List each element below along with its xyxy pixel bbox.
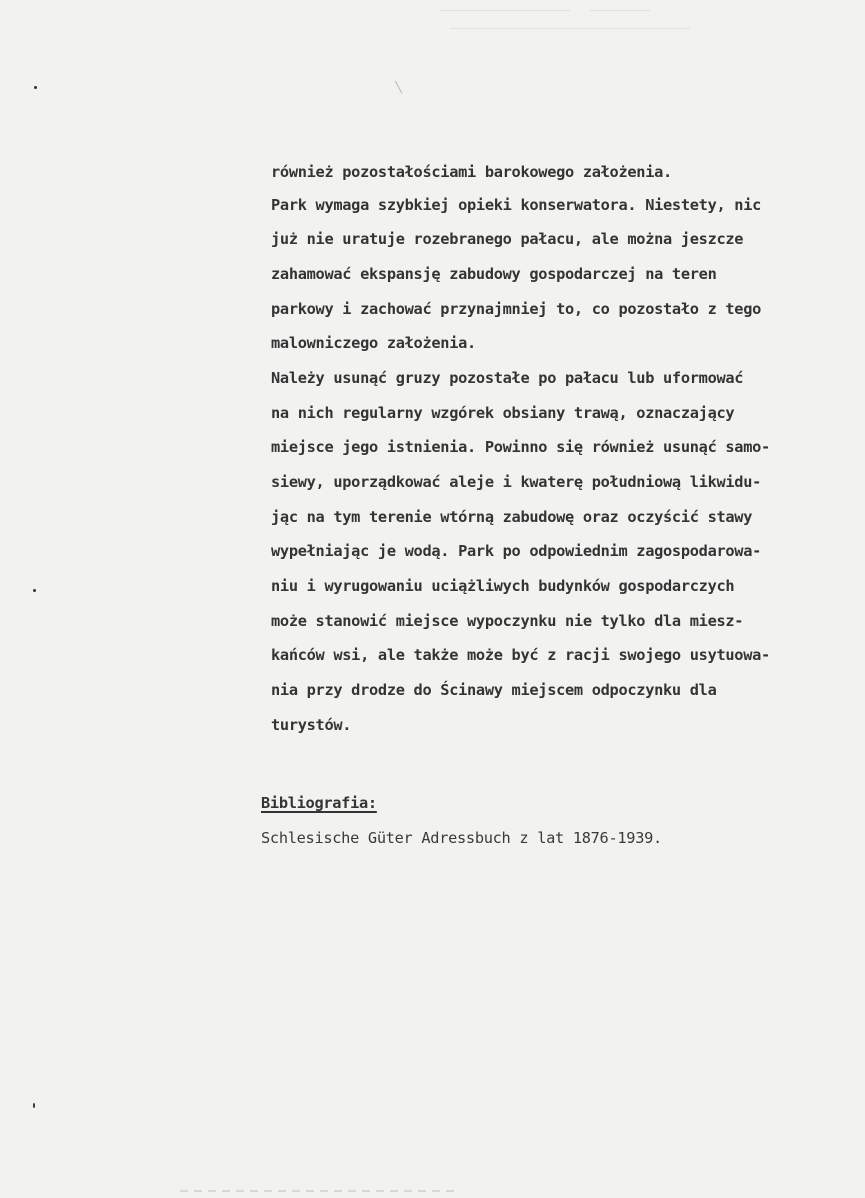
text-line: niu i wyrugowaniu uciążliwych budynków gospodarczych bbox=[271, 577, 735, 595]
text-line: malowniczego założenia. bbox=[271, 334, 476, 352]
text-line: może stanowić miejsce wypoczynku nie tylko dla miesz- bbox=[271, 612, 744, 630]
text-line: siewy, uporządkować aleje i kwaterę południową likwidu- bbox=[271, 473, 762, 491]
text-line: Park wymaga szybkiej opieki konserwatora. Niestety, nic bbox=[271, 196, 762, 214]
text-line: nia przy drodze do Ścinawy miejscem odpoczynku dla bbox=[271, 681, 717, 699]
text-line: wypełniając je wodą. Park po odpowiednim zagospodarowa- bbox=[271, 542, 762, 560]
text-line: miejsce jego istnienia. Powinno się również usunąć samo- bbox=[271, 438, 770, 456]
text-line: już nie uratuje rozebranego pałacu, ale można jeszcze bbox=[271, 230, 744, 248]
text-line: zahamować ekspansję zabudowy gospodarczej na teren bbox=[271, 265, 717, 283]
text-line: Należy usunąć gruzy pozostałe po pałacu lub uformować bbox=[271, 369, 744, 387]
text-line: jąc na tym terenie wtórną zabudowę oraz oczyścić stawy bbox=[271, 508, 753, 526]
text-line: turystów. bbox=[271, 716, 352, 734]
text-line: na nich regularny wzgórek obsiany trawą, oznaczający bbox=[271, 404, 735, 422]
text-line: kańców wsi, ale także może być z racji swojego usytuowa- bbox=[271, 646, 770, 664]
text-line: również pozostałościami barokowego założenia. bbox=[271, 163, 672, 181]
bibliography-entry: Schlesische Güter Adressbuch z lat 1876-1939. bbox=[261, 829, 662, 847]
text-line: parkowy i zachować przynajmniej to, co pozostało z tego bbox=[271, 300, 762, 318]
bibliography-heading: Bibliografia: bbox=[261, 794, 377, 812]
